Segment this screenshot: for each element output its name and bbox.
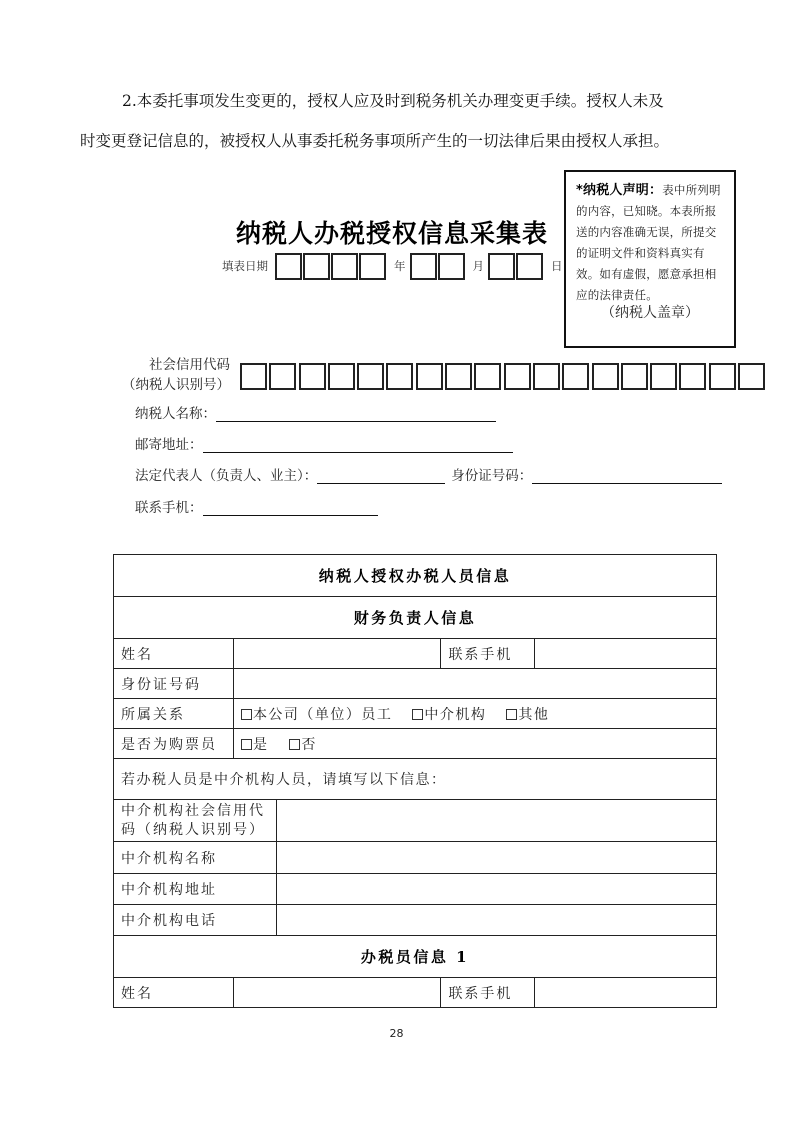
credit-code-digit-box[interactable] — [299, 363, 326, 390]
relation-option-employee[interactable] — [241, 707, 393, 723]
credit-code-digit-box[interactable] — [504, 363, 531, 390]
relation-options-cell — [233, 699, 716, 729]
credit-code-digit-box[interactable] — [386, 363, 413, 390]
table-row — [114, 597, 717, 639]
ticket-buyer-yes-label: 是 — [252, 736, 269, 753]
table-row — [114, 669, 717, 699]
table-row — [114, 639, 717, 669]
credit-code-digit-box[interactable] — [621, 363, 648, 390]
mailing-address-input[interactable] — [203, 435, 513, 453]
form-title: 纳税人办税授权信息采集表 — [236, 219, 549, 248]
table-row — [114, 936, 717, 978]
checkbox-icon[interactable] — [241, 709, 252, 720]
credit-code-digit-box[interactable] — [709, 363, 736, 390]
day-digit-box[interactable] — [488, 253, 515, 280]
ticket-buyer-yes[interactable] — [241, 737, 269, 753]
agency-name-cell[interactable] — [276, 842, 716, 874]
id-number-label: 身份证号码： — [451, 468, 533, 484]
agency-code-label: 中介机构社会信用代码（纳税人识别号） — [114, 800, 277, 842]
ticket-buyer-no-label: 否 — [301, 736, 318, 753]
authorized-staff-table — [113, 554, 717, 1008]
relation-option-agency[interactable] — [412, 707, 486, 723]
credit-code-digit-box[interactable] — [650, 363, 677, 390]
year-digit-box[interactable] — [359, 253, 386, 280]
finance-id-label: 身份证号码 — [114, 669, 234, 699]
credit-code-label-line-1: 社会信用代码 — [149, 357, 230, 373]
table-row — [114, 759, 717, 800]
table-row — [114, 800, 717, 842]
agency-address-cell[interactable] — [276, 874, 716, 905]
credit-code-digit-box[interactable] — [679, 363, 706, 390]
taxpayer-name-input[interactable] — [216, 404, 496, 422]
agency-name-label: 中介机构名称 — [114, 842, 277, 874]
taxpayer-declaration-box — [564, 170, 736, 348]
month-digit-box[interactable] — [410, 253, 437, 280]
agency-code-cell[interactable] — [276, 800, 716, 842]
year-digit-box[interactable] — [303, 253, 330, 280]
contact-phone-input[interactable] — [203, 498, 378, 516]
finance-name-label: 姓名 — [114, 639, 234, 669]
declaration-body: 表中所列明的内容，已知晓。本表所报送的内容准确无误，所提交的证明文件和资料真实有效。如有虚假，愿意承担相应的法律责任。 — [576, 183, 721, 302]
agency-note: 若办税人员是中介机构人员，请填写以下信息： — [114, 759, 717, 800]
mailing-address-field — [135, 431, 513, 453]
intro-paragraph-line-1: 2.本委托事项发生变更的，授权人应及时到税务机关办理变更手续。授权人未及 — [122, 92, 664, 110]
taxpayer-seal-label: （纳税人盖章） — [601, 305, 699, 321]
declaration-heading: *纳税人声明： — [576, 183, 663, 198]
day-unit: 日 — [551, 259, 563, 273]
ticket-buyer-label: 是否为购票员 — [114, 729, 234, 759]
checkbox-icon[interactable] — [506, 709, 517, 720]
year-unit: 年 — [394, 259, 406, 273]
relation-option-other[interactable] — [506, 707, 549, 723]
credit-code-digit-box[interactable] — [592, 363, 619, 390]
finance-phone-label: 联系手机 — [441, 639, 535, 669]
staff1-heading: 办税员信息 1 — [114, 936, 717, 978]
table-row — [114, 978, 717, 1008]
checkbox-icon[interactable] — [241, 739, 252, 750]
table-row — [114, 842, 717, 874]
table-row — [114, 699, 717, 729]
staff1-name-cell[interactable] — [233, 978, 441, 1008]
credit-code-digit-box[interactable] — [269, 363, 296, 390]
relation-option-agency-label: 中介机构 — [424, 706, 487, 723]
finance-phone-cell[interactable] — [535, 639, 717, 669]
id-number-input[interactable] — [532, 466, 722, 484]
table-row — [114, 555, 717, 597]
declaration-text — [576, 180, 728, 306]
finance-id-cell[interactable] — [233, 669, 716, 699]
ticket-buyer-no[interactable] — [289, 737, 317, 753]
credit-code-label — [122, 355, 230, 395]
contact-phone-label: 联系手机： — [135, 500, 203, 516]
staff1-phone-label: 联系手机 — [441, 978, 535, 1008]
credit-code-digit-box[interactable] — [533, 363, 560, 390]
mailing-address-label: 邮寄地址： — [135, 437, 203, 453]
agency-phone-label: 中介机构电话 — [114, 905, 277, 936]
taxpayer-name-label: 纳税人名称： — [135, 406, 216, 422]
staff1-name-label: 姓名 — [114, 978, 234, 1008]
credit-code-digit-box[interactable] — [416, 363, 443, 390]
credit-code-digit-box[interactable] — [738, 363, 765, 390]
credit-code-digit-box[interactable] — [328, 363, 355, 390]
legal-representative-field — [135, 462, 722, 484]
fill-date-label: 填表日期 — [222, 259, 268, 273]
agency-address-label: 中介机构地址 — [114, 874, 277, 905]
credit-code-digit-box[interactable] — [357, 363, 384, 390]
finance-name-cell[interactable] — [233, 639, 441, 669]
credit-code-digit-box[interactable] — [562, 363, 589, 390]
legal-representative-label: 法定代表人（负责人、业主）： — [135, 468, 318, 484]
month-unit: 月 — [472, 259, 484, 273]
year-digit-box[interactable] — [275, 253, 302, 280]
intro-paragraph-line-2: 时变更登记信息的，被授权人从事委托税务事项所产生的一切法律后果由授权人承担。 — [80, 132, 670, 150]
year-digit-box[interactable] — [331, 253, 358, 280]
checkbox-icon[interactable] — [412, 709, 423, 720]
staff1-phone-cell[interactable] — [535, 978, 717, 1008]
contact-phone-field — [135, 494, 378, 516]
legal-representative-input[interactable] — [317, 466, 445, 484]
table-row — [114, 729, 717, 759]
page-number: 28 — [389, 1027, 404, 1040]
month-digit-box[interactable] — [438, 253, 465, 280]
relation-option-employee-label: 本公司（单位）员工 — [252, 706, 393, 723]
finance-heading: 财务负责人信息 — [114, 597, 717, 639]
taxpayer-name-field — [135, 400, 496, 422]
agency-phone-cell[interactable] — [276, 905, 716, 936]
day-digit-box[interactable] — [516, 253, 543, 280]
relation-option-other-label: 其他 — [518, 706, 550, 723]
credit-code-label-line-2: （纳税人识别号） — [122, 377, 230, 393]
table-row — [114, 905, 717, 936]
ticket-buyer-options-cell — [233, 729, 716, 759]
fill-date-row — [222, 252, 567, 280]
credit-code-digit-box[interactable] — [445, 363, 472, 390]
credit-code-digit-box[interactable] — [474, 363, 501, 390]
relation-label: 所属关系 — [114, 699, 234, 729]
table-row — [114, 874, 717, 905]
credit-code-boxes — [240, 363, 767, 390]
credit-code-digit-box[interactable] — [240, 363, 267, 390]
main-heading: 纳税人授权办税人员信息 — [114, 555, 717, 597]
checkbox-icon[interactable] — [289, 739, 300, 750]
